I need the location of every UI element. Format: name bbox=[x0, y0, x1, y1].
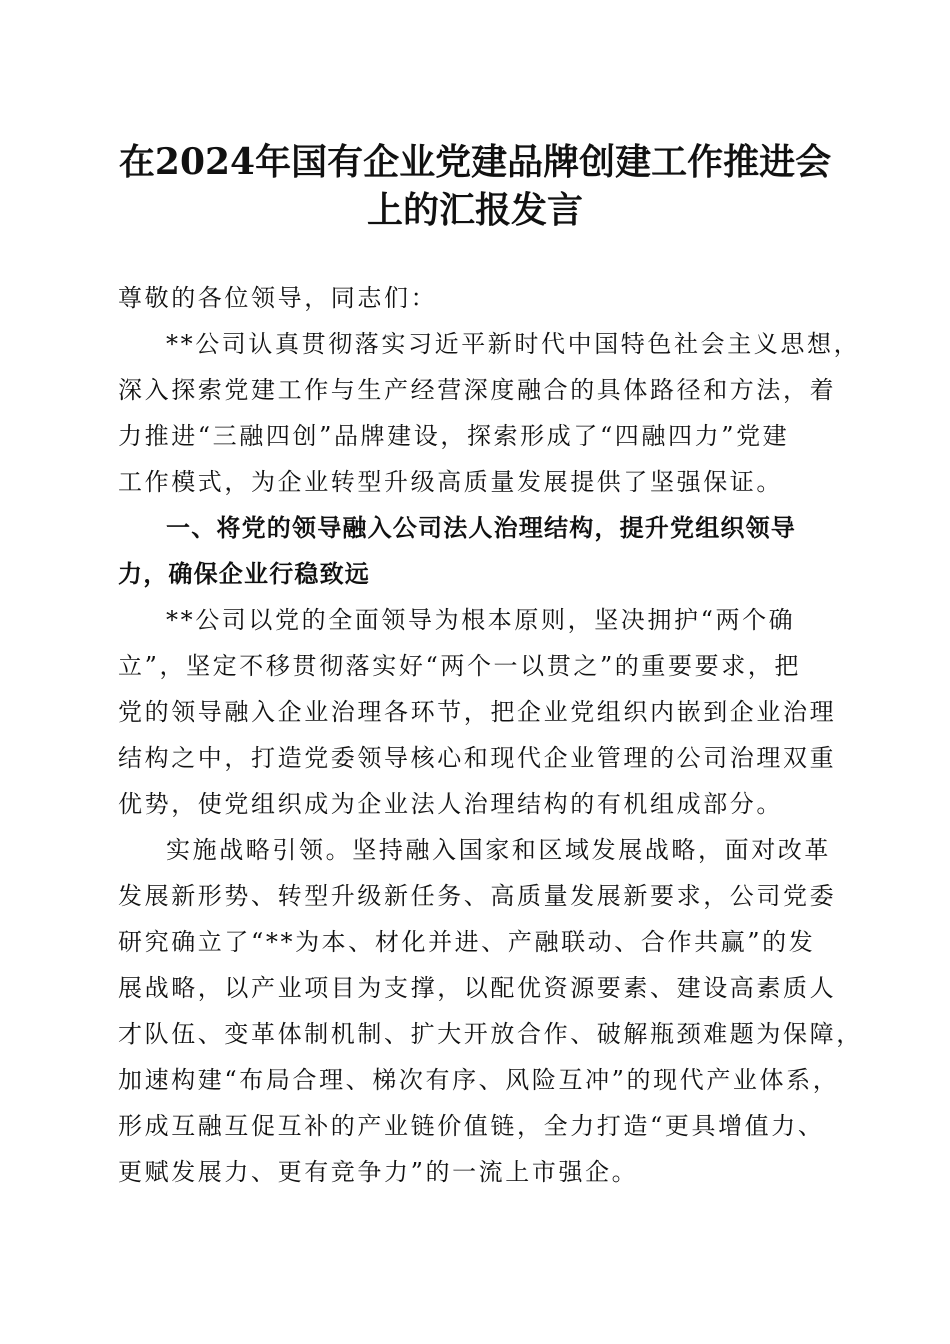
paragraph-line: 展战略，以产业项目为支撑，以配优资源要素、建设高素质人 bbox=[118, 974, 837, 1002]
paragraph-line: 加速构建“布局合理、梯次有序、风险互冲”的现代产业体系， bbox=[118, 1066, 840, 1094]
section-heading-line: 一、将党的领导融入公司法人治理结构，提升党组织领导 bbox=[166, 514, 796, 542]
intro-line: 力推进“三融四创”品牌建设，探索形成了“四融四力”党建 bbox=[118, 422, 790, 450]
paragraph-line: 发展新形势、转型升级新任务、高质量发展新要求，公司党委 bbox=[118, 882, 837, 910]
paragraph-line: 优势，使党组织成为企业法人治理结构的有机组成部分。 bbox=[118, 790, 783, 818]
paragraph-line: 实施战略引领。坚持融入国家和区域发展战略，面对改革 bbox=[166, 836, 831, 864]
document-title-line-2: 上的汇报发言 bbox=[366, 189, 583, 231]
salutation: 尊敬的各位领导，同志们： bbox=[118, 284, 438, 312]
intro-line: 深入探索党建工作与生产经营深度融合的具体路径和方法，着 bbox=[118, 376, 837, 404]
paragraph-line: 党的领导融入企业治理各环节，把企业党组织内嵌到企业治理 bbox=[118, 698, 837, 726]
paragraph-line: **公司以党的全面领导为根本原则，坚决拥护“两个确 bbox=[166, 606, 796, 634]
paragraph-line: 立”，坚定不移贯彻落实好“两个一以贯之”的重要要求，把 bbox=[118, 652, 802, 680]
paragraph-line: 结构之中，打造党委领导核心和现代企业管理的公司治理双重 bbox=[118, 744, 837, 772]
document-title-line-1: 在2024年国有企业党建品牌创建工作推进会 bbox=[118, 141, 832, 183]
paragraph-line: 形成互融互促互补的产业链价值链，全力打造“更具增值力、 bbox=[118, 1112, 825, 1140]
paragraph-line: 更赋发展力、更有竞争力”的一流上市强企。 bbox=[118, 1158, 639, 1186]
section-heading-line: 力，确保企业行稳致远 bbox=[118, 560, 370, 588]
paragraph-line: 研究确立了“**为本、材化并进、产融联动、合作共赢”的发 bbox=[118, 928, 816, 956]
paragraph-line: 才队伍、变革体制机制、扩大开放合作、破解瓶颈难题为保障， bbox=[118, 1020, 863, 1048]
intro-line: 工作模式，为企业转型升级高质量发展提供了坚强保证。 bbox=[118, 468, 783, 496]
intro-line: **公司认真贯彻落实习近平新时代中国特色社会主义思想， bbox=[166, 330, 861, 358]
